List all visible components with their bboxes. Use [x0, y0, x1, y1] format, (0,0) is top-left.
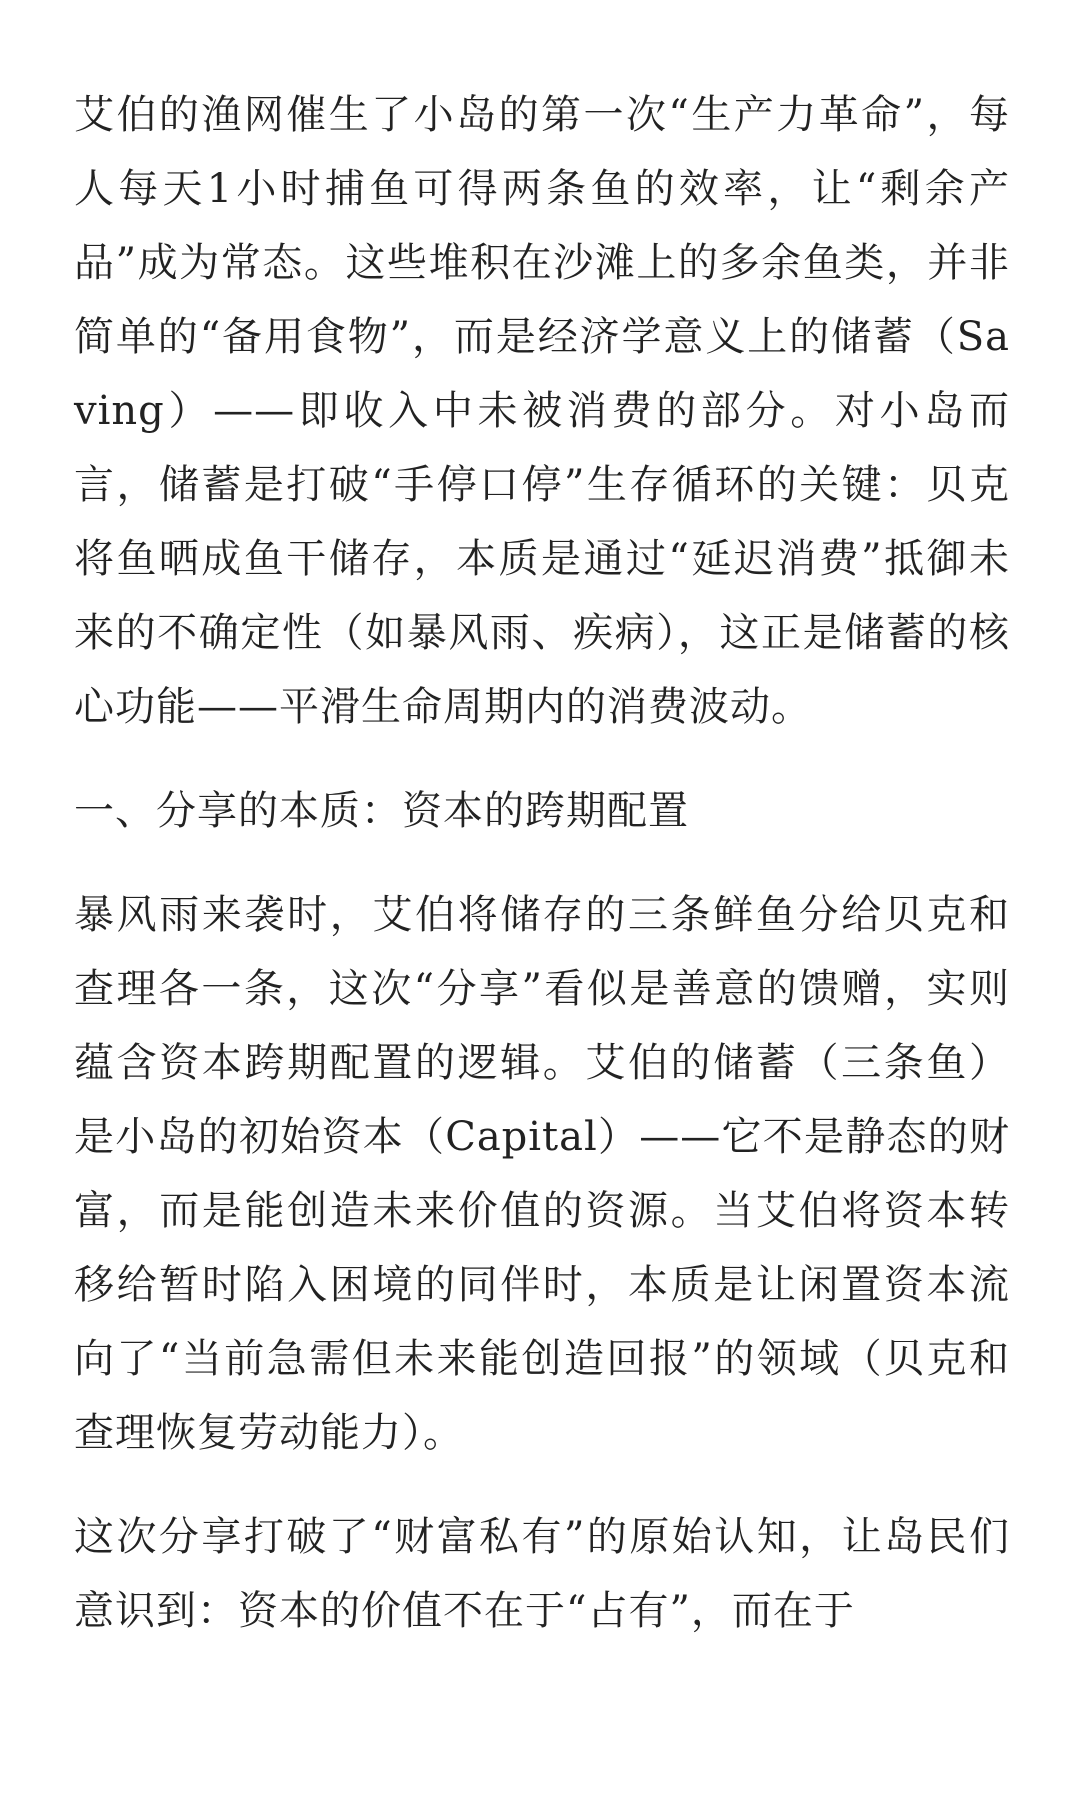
- article-paragraph-1: 艾伯的渔网催生了小岛的第一次“生产力革命”，每人每天1小时捕鱼可得两条鱼的效率，让“剩余产品”成为常态。这些堆积在沙滩上的多余鱼类，并非简单的“备用食物”，而是经济学意义上的储蓄（Saving）——即收入中未被消费的部分。对小岛而言，储蓄是打破“手停口停”生存循环的关键：贝克将鱼晒成鱼干储存，本质是通过“延迟消费”抵御未来的不确定性（如暴风雨、疾病），这正是储蓄的核心功能——平滑生命周期内的消费波动。: [74, 92, 1010, 730]
- article-paragraph-3: 这次分享打破了“财富私有”的原始认知，让岛民们意识到：资本的价值不在于“占有”，而在于: [74, 1514, 1010, 1634]
- article-body: [74, 78, 1010, 1678]
- article-paragraph-2: 暴风雨来袭时，艾伯将储存的三条鲜鱼分给贝克和查理各一条，这次“分享”看似是善意的馈赠，实则蕴含资本跨期配置的逻辑。艾伯的储蓄（三条鱼）是小岛的初始资本（Capital）——它不是静态的财富，而是能创造未来价值的资源。当艾伯将资本转移给暂时陷入困境的同伴时，本质是让闲置资本流向了“当前急需但未来能创造回报”的领域（贝克和查理恢复劳动能力）。: [74, 892, 1010, 1456]
- section-heading: 一、分享的本质：资本的跨期配置: [74, 788, 689, 834]
